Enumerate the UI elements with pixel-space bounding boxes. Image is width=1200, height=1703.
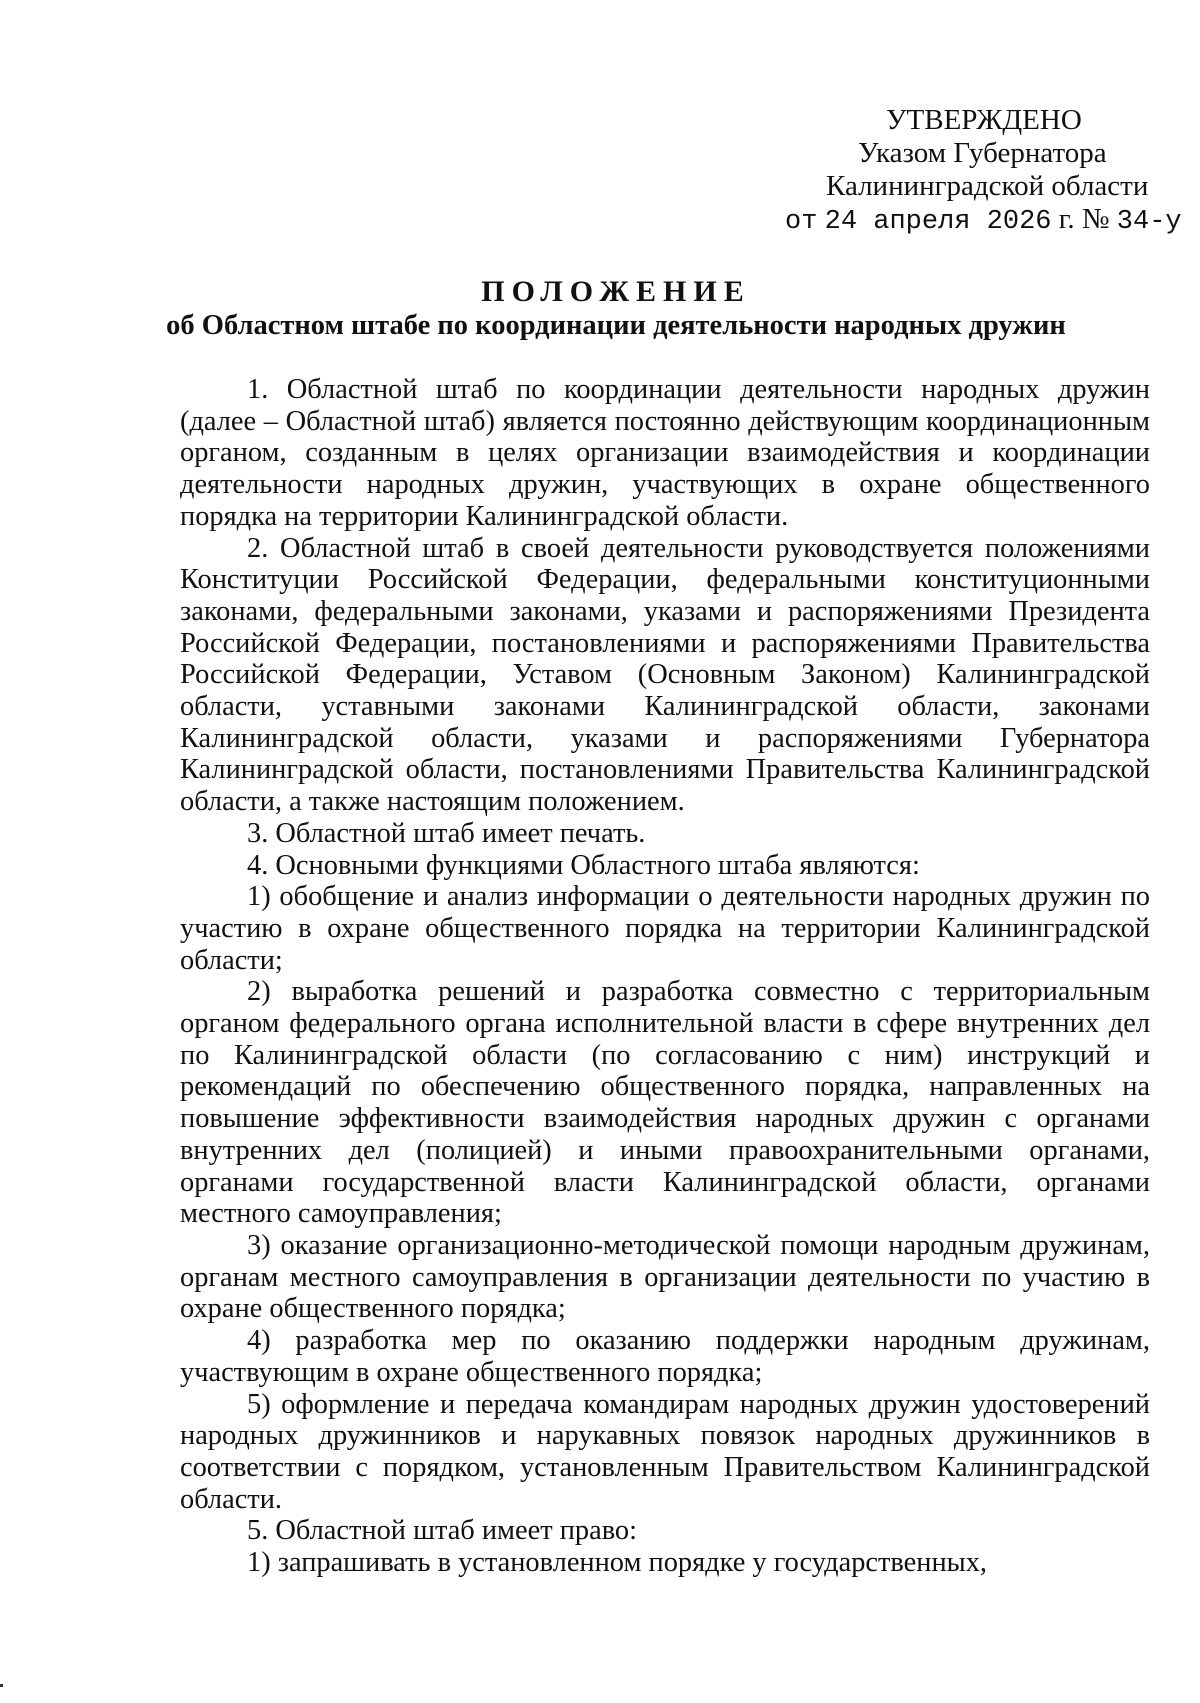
paragraph-4: 4. Основными функциями Областного штаба являются:: [247, 849, 920, 881]
paragraph-4-item-5: 5) оформление и передача командирам народных дружин удостоверений народных дружинников и нарукавных повязок народных дружинников в соответствии с порядком, установленным Правительством Калининградской области.: [180, 1388, 1150, 1515]
paragraph-5-item-1: 1) запрашивать в установленном порядке у государственных,: [247, 1547, 988, 1579]
paragraph-4-item-2: 2) выработка решений и разработка совместно с территориальным органом федерального органа исполнительной власти в сфере внутренних дел по Калининградской области (по согласованию с ним) инструкций и рекомендаций по обеспечению общественного порядка, направленных на повышение эффективности взаимодействия народных дружин с органами внутренних дел (полицией) и иными правоохранительными органами, органами государственной власти Калининградской области, органами местного самоуправления;: [180, 976, 1150, 1230]
approval-heading: УТВЕРЖДЕНО: [886, 104, 1082, 136]
scan-edge-mark: [0, 1684, 3, 1687]
approval-date-value: 24 апреля 2026: [824, 207, 1052, 237]
approval-date-line: [740, 203, 1182, 239]
approval-number-value: 34-у: [1116, 207, 1182, 237]
approval-decree-line: Указом Губернатора: [858, 137, 1107, 169]
document-body: [180, 374, 1150, 1579]
approval-region-line: Калининградской области: [826, 170, 1149, 202]
paragraph-3: 3. Областной штаб имеет печать.: [247, 817, 646, 849]
approval-date-prefix: от: [785, 207, 818, 237]
paragraph-5: 5. Областной штаб имеет право:: [247, 1515, 637, 1547]
paragraph-4-item-3: 3) оказание организационно-методической помощи народным дружинам, органам местного самоуправления в организации деятельности по участию в охране общественного порядка;: [180, 1229, 1150, 1325]
document-title: ПОЛОЖЕНИЕ: [481, 275, 751, 308]
approval-number-label: г. №: [1058, 203, 1110, 235]
paragraph-2: 2. Областной штаб в своей деятельности руководствуется положениями Конституции Российской Федерации, федеральными конституционными законами, федеральными законами, указами и распоряжениями Президента Российской Федерации, постановлениями и распоряжениями Правительства Российской Федерации, Уставом (Основным Законом) Калининградской области, уставными законами Калининградской области, законами Калининградской области, указами и распоряжениями Губернатора Калининградской области, постановлениями Правительства Калининградской области, а также настоящим положением.: [180, 532, 1150, 818]
paragraph-4-item-1: 1) обобщение и анализ информации о деятельности народных дружин по участию в охране общественного порядка на территории Калининградской области;: [180, 881, 1150, 976]
paragraph-4-item-4: 4) разработка мер по оказанию поддержки народным дружинам, участвующим в охране общественного порядка;: [180, 1325, 1150, 1388]
document-subtitle: об Областном штабе по координации деятельности народных дружин: [166, 310, 1066, 341]
approval-stamp: [740, 104, 1182, 239]
paragraph-1: 1. Областной штаб по координации деятельности народных дружин (далее – Областной штаб) является постоянно действующим координационным органом, созданным в целях организации взаимодействия и координации деятельности народных дружин, участвующих в охране общественного порядка на территории Калининградской области.: [180, 374, 1150, 532]
